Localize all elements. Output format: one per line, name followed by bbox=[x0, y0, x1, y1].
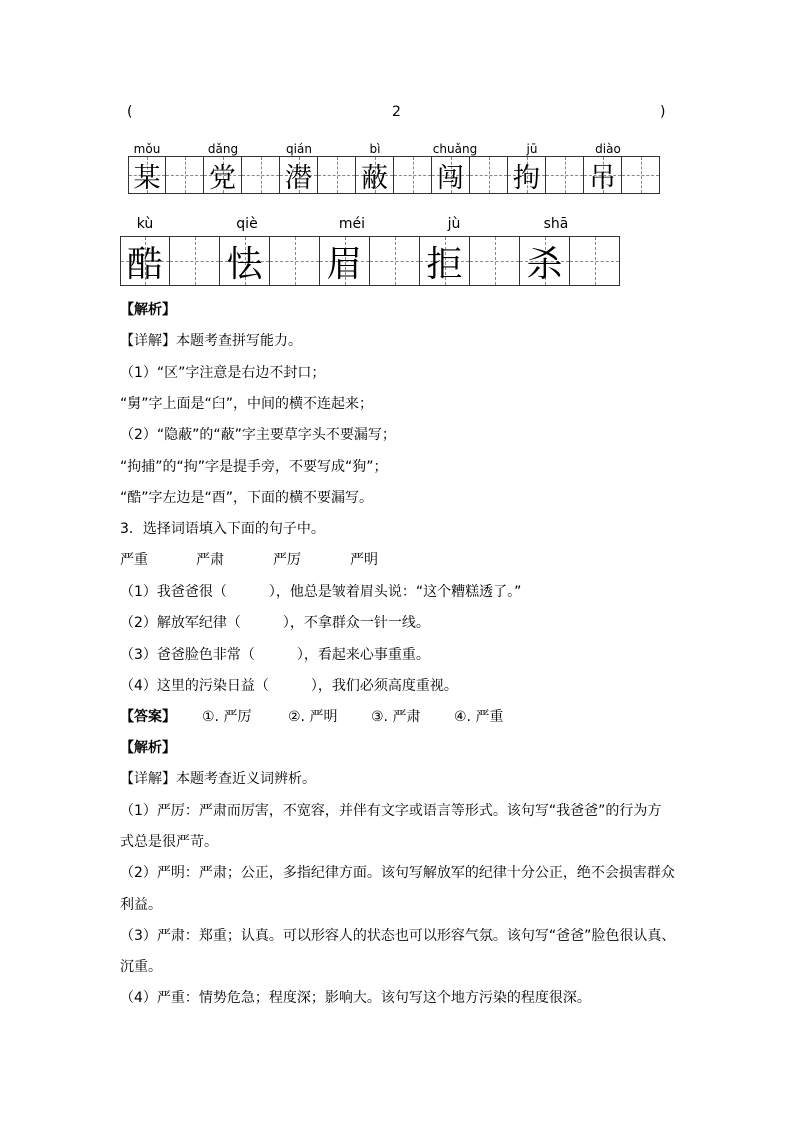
writing-cell bbox=[584, 156, 622, 194]
writing-cell bbox=[470, 156, 508, 194]
writing-cell bbox=[128, 156, 166, 194]
analysis-label: 【解析】 bbox=[120, 740, 176, 756]
writing-cell bbox=[432, 156, 470, 194]
character: 吊 bbox=[589, 162, 616, 194]
pinyin: kù bbox=[136, 216, 154, 232]
character: 某 bbox=[133, 162, 161, 194]
word-option: 严肃 bbox=[196, 552, 224, 568]
writing-cell bbox=[120, 236, 170, 286]
detail-line: 【详解】本题考查近义词辨析。 bbox=[120, 771, 316, 787]
detail-line: （2）“隐蔽”的“蔽”字主要草字头不要漏写； bbox=[120, 427, 396, 443]
analysis-line: （3）严肃：郑重；认真。可以形容人的状态也可以形容气氛。该句写“爸爸”脸色很认真、 bbox=[120, 928, 676, 944]
character: 闯 bbox=[437, 162, 464, 194]
detail-line: 【详解】本题考查拼写能力。 bbox=[120, 333, 302, 349]
word-option: 严厉 bbox=[273, 552, 301, 568]
character: 潜 bbox=[285, 162, 312, 194]
detail-line: （1）“区”字注意是右边不封口； bbox=[120, 365, 326, 381]
writing-cell bbox=[280, 156, 318, 194]
writing-cell bbox=[570, 236, 620, 286]
writing-cell bbox=[356, 156, 394, 194]
writing-cell bbox=[622, 156, 660, 194]
pinyin: jù bbox=[447, 216, 461, 232]
character: 怯 bbox=[226, 243, 263, 285]
analysis-line: 式总是很严苛。 bbox=[120, 834, 218, 850]
writing-cell bbox=[270, 236, 320, 286]
analysis-line: （1）严厉：严肃而厉害，不宽容，并伴有文字或语言等形式。该句写“我爸爸”的行为方 bbox=[120, 803, 662, 819]
writing-cell bbox=[320, 236, 370, 286]
character: 蔽 bbox=[361, 162, 388, 194]
writing-cell bbox=[508, 156, 546, 194]
writing-cell bbox=[170, 236, 220, 286]
answer-item: ②. 严明 bbox=[288, 709, 338, 725]
writing-cell bbox=[242, 156, 280, 194]
answer-item: ①. 严厉 bbox=[202, 709, 252, 725]
writing-cell bbox=[204, 156, 242, 194]
page-number: 2 bbox=[392, 104, 401, 120]
writing-cell bbox=[166, 156, 204, 194]
writing-cell bbox=[394, 156, 432, 194]
analysis-line: 利益。 bbox=[120, 897, 162, 913]
character: 杀 bbox=[526, 243, 563, 285]
pinyin: dǎng bbox=[207, 142, 239, 156]
character: 酷 bbox=[126, 243, 163, 285]
character: 拒 bbox=[426, 243, 463, 285]
tianzige-row-1 bbox=[128, 156, 660, 194]
answer-item: ③. 严肃 bbox=[371, 709, 421, 725]
writing-cell bbox=[470, 236, 520, 286]
writing-cell bbox=[220, 236, 270, 286]
pinyin: shā bbox=[543, 216, 569, 232]
detail-line: “酷”字左边是“酉”，下面的横不要漏写。 bbox=[120, 490, 374, 506]
writing-cell bbox=[420, 236, 470, 286]
question-item: （3）爸爸脸色非常（ ），看起来心事重重。 bbox=[120, 647, 430, 663]
word-option: 严重 bbox=[120, 552, 148, 568]
pinyin: bì bbox=[369, 142, 381, 156]
answer-label: 【答案】 bbox=[120, 709, 176, 725]
analysis-line: （2）严明：严肃；公正，多指纪律方面。该句写解放军的纪律十分公正，绝不会损害群众 bbox=[120, 865, 675, 881]
question-item: （1）我爸爸很（ ），他总是皱着眉头说：“这个糟糕透了。” bbox=[120, 584, 522, 600]
left-paren: ( bbox=[127, 104, 133, 120]
writing-cell bbox=[318, 156, 356, 194]
analysis-line: （4）严重：情势危急；程度深；影响大。该句写这个地方污染的程度很深。 bbox=[120, 990, 591, 1006]
right-paren: ) bbox=[660, 104, 666, 120]
writing-cell bbox=[546, 156, 584, 194]
character: 党 bbox=[209, 162, 236, 194]
detail-line: “拘捕”的“拘”字是提手旁，不要写成“狗”； bbox=[120, 459, 388, 475]
pinyin: mǒu bbox=[133, 142, 161, 156]
character: 眉 bbox=[326, 243, 363, 285]
question-item: （2）解放军纪律（ ），不拿群众一针一线。 bbox=[120, 615, 430, 631]
question-heading: 3．选择词语填入下面的句子中。 bbox=[120, 521, 325, 537]
pinyin: qián bbox=[286, 142, 312, 156]
detail-line: “舅”字上面是“臼”，中间的横不连起来； bbox=[120, 396, 374, 412]
writing-cell bbox=[370, 236, 420, 286]
pinyin: méi bbox=[338, 216, 366, 232]
question-item: （4）这里的污染日益（ ），我们必须高度重视。 bbox=[120, 678, 458, 694]
writing-cell bbox=[520, 236, 570, 286]
pinyin: qiè bbox=[236, 216, 258, 232]
pinyin: jū bbox=[526, 142, 538, 156]
pinyin: chuǎng bbox=[432, 142, 478, 156]
pinyin: diào bbox=[595, 142, 621, 156]
word-option: 严明 bbox=[350, 552, 378, 568]
tianzige-row-2 bbox=[120, 236, 620, 286]
character: 拘 bbox=[513, 162, 540, 194]
analysis-label: 【解析】 bbox=[120, 302, 176, 318]
answer-item: ④. 严重 bbox=[454, 709, 504, 725]
analysis-line: 沉重。 bbox=[120, 959, 162, 975]
